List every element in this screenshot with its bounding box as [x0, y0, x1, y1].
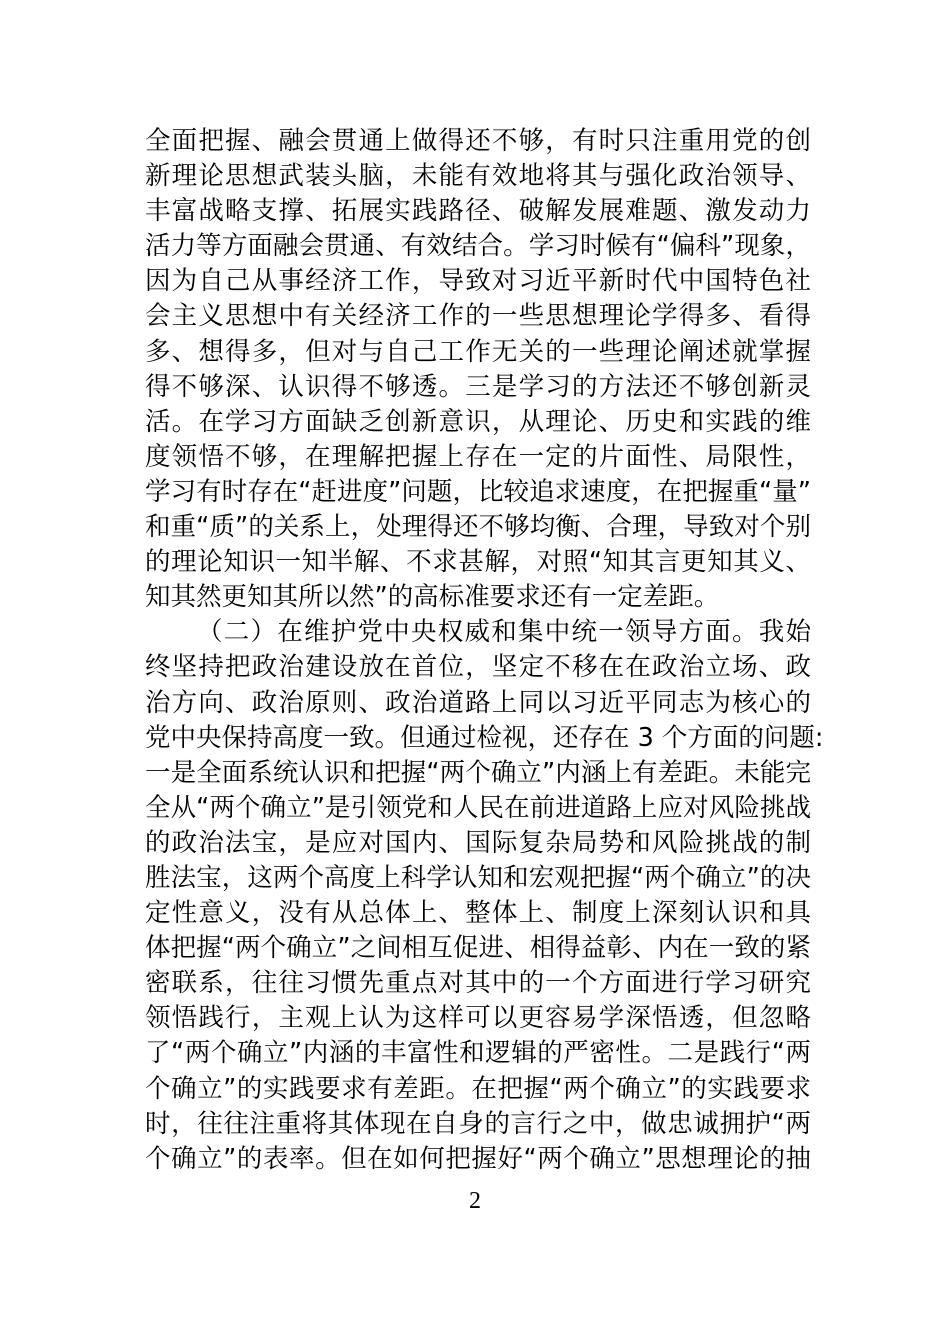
text-line: 个确立”的表率。但在如何把握好“两个确立”思想理论的抽	[145, 1143, 811, 1174]
document-body	[145, 124, 824, 1177]
text-line: 党中央保持高度一致。但通过检视，还存在 3 个方面的问题:	[145, 722, 824, 753]
page-number: 2	[469, 1188, 481, 1214]
paragraph	[145, 615, 824, 1177]
text-line: 胜法宝，这两个高度上科学认知和宏观把握“两个确立”的决	[145, 862, 811, 893]
text-line: 多、想得多，但对与自己工作无关的一些理论阐述就掌握	[145, 336, 811, 367]
text-line: 得不够深、认识得不够透。三是学习的方法还不够创新灵	[145, 371, 811, 402]
text-line: 活力等方面融会贯通、有效结合。学习时候有“偏科”现象，	[145, 231, 811, 262]
text-line: 定性意义，没有从总体上、整体上、制度上深刻认识和具	[145, 898, 811, 929]
text-line: 治方向、政治原则、政治道路上同以习近平同志为核心的	[145, 687, 811, 718]
text-line: 新理论思想武装头脑，未能有效地将其与强化政治领导、	[145, 161, 811, 192]
text-line: 和重“质”的关系上，处理得还不够均衡、合理，导致对个别	[145, 512, 811, 543]
text-line: 个确立”的实践要求有差距。在把握“两个确立”的实践要求	[145, 1073, 811, 1104]
text-line: 度领悟不够，在理解把握上存在一定的片面性、局限性，	[145, 441, 811, 472]
text-line: （二）在维护党中央权威和集中统一领导方面。我始	[197, 617, 811, 648]
paragraph	[145, 124, 811, 615]
text-line: 的理论知识一知半解、不求甚解，对照“知其言更知其义、	[145, 547, 811, 578]
text-line: 活。在学习方面缺乏创新意识，从理论、历史和实践的维	[145, 406, 811, 437]
text-line: 一是全面系统认识和把握“两个确立”内涵上有差距。未能完	[145, 757, 811, 788]
text-line: 领悟践行，主观上认为这样可以更容易学深悟透，但忽略	[145, 1003, 811, 1034]
text-line: 学习有时存在“赶进度”问题，比较追求速度，在把握重“量”	[145, 476, 811, 507]
text-line: 密联系，往往习惯先重点对其中的一个方面进行学习研究	[145, 968, 811, 999]
text-line: 的政治法宝，是应对国内、国际复杂局势和风险挑战的制	[145, 827, 811, 858]
text-line: 会主义思想中有关经济工作的一些思想理论学得多、看得	[145, 301, 811, 332]
text-line: 丰富战略支撑、拓展实践路径、破解发展难题、激发动力	[145, 196, 811, 227]
text-line: 知其然更知其所以然”的高标准要求还有一定差距。	[145, 582, 720, 613]
text-line: 时，往往注重将其体现在自身的言行之中，做忠诚拥护“两	[145, 1108, 811, 1139]
text-line: 全面把握、融会贯通上做得还不够，有时只注重用党的创	[145, 126, 811, 156]
text-line: 终坚持把政治建设放在首位，坚定不移在在政治立场、政	[145, 652, 811, 683]
text-line: 了“两个确立”内涵的丰富性和逻辑的严密性。二是践行“两	[145, 1038, 811, 1069]
text-line: 全从“两个确立”是引领党和人民在前进道路上应对风险挑战	[145, 792, 811, 823]
text-line: 体把握“两个确立”之间相互促进、相得益彰、内在一致的紧	[145, 933, 811, 964]
text-line: 因为自己从事经济工作，导致对习近平新时代中国特色社	[145, 266, 811, 297]
